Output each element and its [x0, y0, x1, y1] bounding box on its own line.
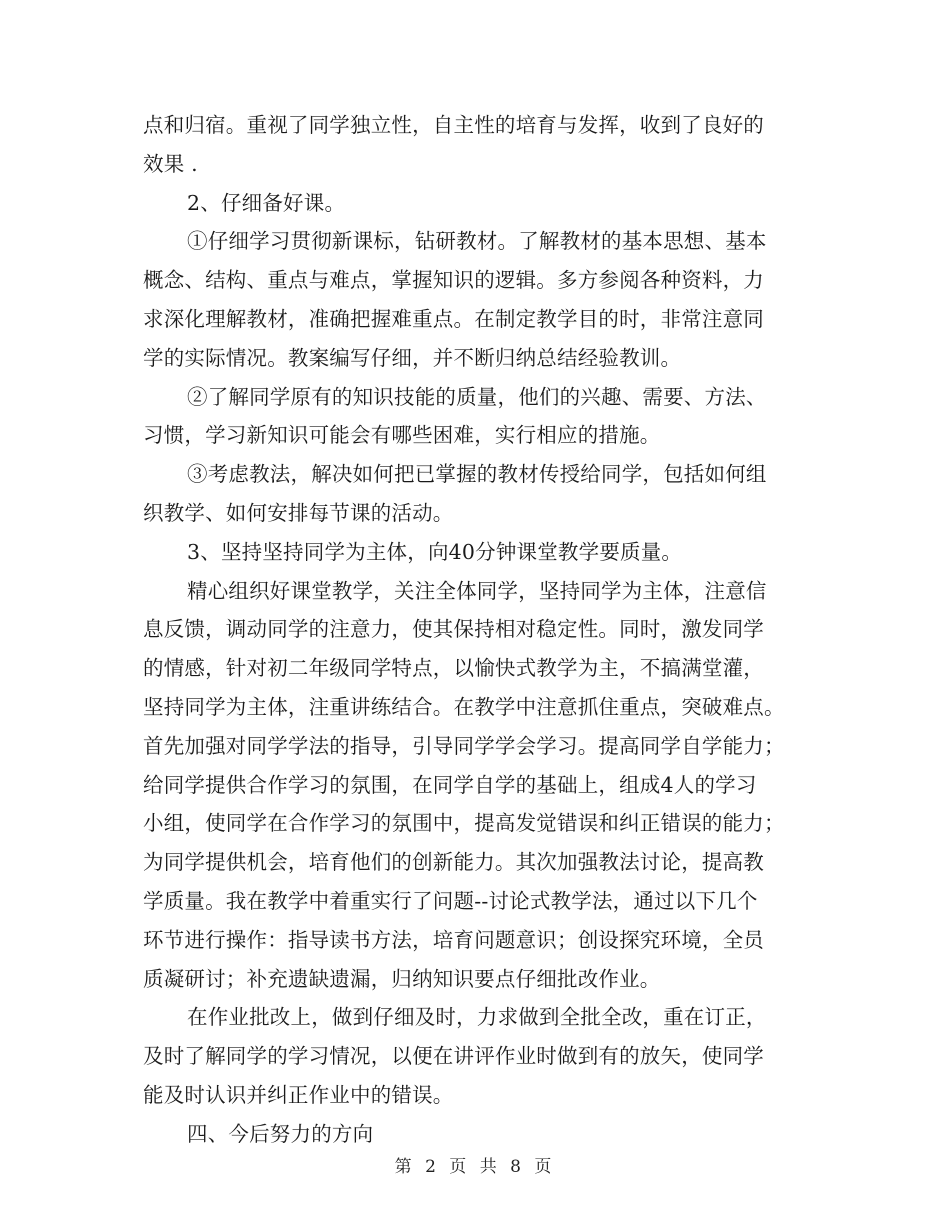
- text-line: 息反馈，调动同学的注意力，使其保持相对稳定性。同时，激发同学: [143, 617, 764, 642]
- text-line: ③考虑教法，解决如何把已掌握的教材传授给同学，包括如何组: [187, 462, 767, 487]
- text-line: 学的实际情况。教案编写仔细，并不断归纳总结经验教训。: [143, 345, 682, 370]
- text-line: 环节进行操作：指导读书方法，培育问题意识；创设探究环境，全员: [143, 927, 764, 952]
- text-line: 效果 .: [143, 151, 198, 176]
- text-line: 为同学提供机会，培育他们的创新能力。其次加强教法讨论，提高教: [143, 850, 764, 875]
- text-line: 精心组织好课堂教学，关注全体同学，坚持同学为主体，注意信: [187, 578, 767, 603]
- text-line: 的情感，针对初二年级同学特点，以愉快式教学为主，不搞满堂灌，: [143, 656, 764, 681]
- text-line: 及时了解同学的学习情况，以便在讲评作业时做到有的放矢，使同学: [143, 1044, 764, 1069]
- text-line: ①仔细学习贯彻新课标，钻研教材。了解教材的基本思想、基本: [187, 229, 767, 254]
- text-line: 求深化理解教材，准确把握难重点。在制定教学目的时，非常注意同: [143, 306, 764, 331]
- text-line: 在作业批改上，做到仔细及时，力求做到全批全改，重在订正，: [187, 1005, 767, 1030]
- text-line: 能及时认识并纠正作业中的错误。: [143, 1082, 454, 1107]
- text-line: 3、坚持坚持同学为主体，向40分钟课堂教学要质量。: [187, 539, 683, 564]
- body-text: [143, 106, 811, 1154]
- text-line: 点和归宿。重视了同学独立性，自主性的培育与发挥，收到了良好的: [143, 113, 764, 137]
- text-line: 质凝研讨；补充遗缺遗漏，归纳知识要点仔细批改作业。: [143, 966, 661, 991]
- page-number-footer: 第 2 页 共 8 页: [394, 1157, 556, 1177]
- text-line: 学质量。我在教学中着重实行了问题--讨论式教学法，通过以下几个: [143, 888, 758, 913]
- text-line: 织教学、如何安排每节课的活动。: [143, 500, 454, 525]
- text-line: 给同学提供合作学习的氛围，在同学自学的基础上，组成4人的学习: [143, 772, 757, 797]
- text-line: 首先加强对同学学法的指导，引导同学学会学习。提高同学自学能力；: [143, 733, 785, 758]
- text-line: 小组，使同学在合作学习的氛围中，提高发觉错误和纠正错误的能力；: [143, 811, 785, 836]
- text-line: 2、仔细备好课。: [187, 190, 346, 215]
- text-line: 坚持同学为主体，注重讲练结合。在教学中注意抓住重点，突破难点。: [143, 694, 785, 719]
- text-line: ②了解同学原有的知识技能的质量，他们的兴趣、需要、方法、: [187, 384, 767, 409]
- text-line: 习惯，学习新知识可能会有哪些困难，实行相应的措施。: [143, 423, 661, 448]
- text-line: 四、今后努力的方向: [187, 1121, 374, 1146]
- text-line: 概念、结构、重点与难点，掌握知识的逻辑。多方参阅各种资料，力: [143, 268, 764, 293]
